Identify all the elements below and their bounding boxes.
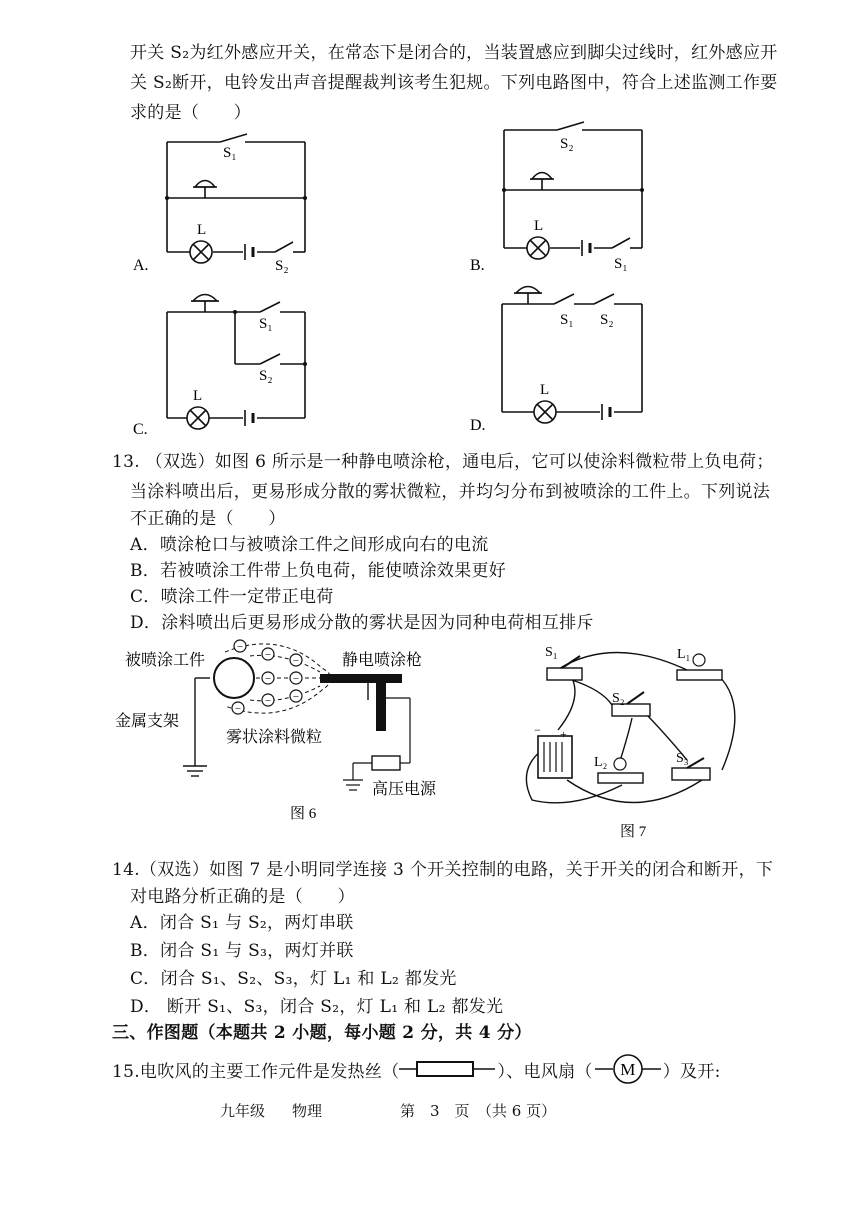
- q14-line-2: 对电路分析正确的是（ ）: [130, 887, 355, 907]
- intro-line-2: 关 S₂断开，电铃发出声音提醒裁判该考生犯规。下列电路图中，符合上述监测工作要: [130, 73, 778, 93]
- q13-line-2: 当涂料喷出后，更易形成分散的雾状微粒，并均匀分布到被喷涂的工件上。下列说法: [130, 482, 771, 502]
- particle-charge: −: [236, 641, 244, 653]
- label-s1: S₁: [545, 645, 558, 660]
- circuit-diagram-a: [125, 130, 325, 280]
- label-workpiece: 被喷涂工件: [125, 652, 206, 669]
- q13-line-3: 不正确的是（ ）: [130, 509, 286, 529]
- q15-line: [112, 1054, 721, 1084]
- figure-6-caption: 图 6: [290, 806, 317, 822]
- label-bracket: 金属支架: [115, 713, 180, 730]
- switch-label-b-bottom: S₁: [614, 256, 628, 272]
- q13-option-b: B．若被喷涂工件带上负电荷，能使喷涂效果更好: [130, 561, 507, 581]
- switch-label-b-top: S₂: [560, 136, 574, 152]
- figure-7-caption: 图 7: [620, 824, 647, 840]
- figure-6-spray-gun: [110, 638, 470, 828]
- label-s3: S₃: [676, 751, 689, 766]
- switch-label-c-2: S₂: [259, 368, 273, 384]
- motor-symbol-icon: [593, 1054, 663, 1084]
- particle-charge: −: [234, 703, 242, 715]
- q15-part-3: ）及开:: [662, 1061, 721, 1082]
- footer-subject: 物理: [292, 1102, 323, 1120]
- particle-charge: −: [264, 673, 272, 685]
- section-3-heading: 三、作图题（本题共 2 小题，每小题 2 分，共 4 分）: [112, 1023, 532, 1043]
- q14-option-b: B．闭合 S₁ 与 S₃，两灯并联: [130, 941, 354, 961]
- q15-part-2: ）、电风扇（: [497, 1061, 593, 1082]
- battery-minus: −: [534, 723, 541, 737]
- particle-charge: −: [292, 691, 300, 703]
- switch-label-d-2: S₂: [600, 312, 614, 328]
- figure-7-switch-circuit: [512, 640, 752, 845]
- q13-option-c: C．喷涂工件一定带正电荷: [130, 587, 334, 607]
- particle-charge: −: [292, 673, 300, 685]
- switch-label-d-1: S₁: [560, 312, 574, 328]
- label-power: 高压电源: [372, 781, 437, 798]
- lamp-label-c: L: [193, 388, 203, 404]
- lamp-label-d: L: [540, 382, 550, 398]
- q13-line-1: 13. （双选）如图 6 所示是一种静电喷涂枪，通电后，它可以使涂料微粒带上负电荷；: [112, 452, 774, 472]
- option-letter-b: B.: [470, 257, 485, 274]
- q14-line-1: 14.（双选）如图 7 是小明同学连接 3 个开关控制的电路，关于开关的闭合和断开，下: [112, 860, 774, 880]
- lamp-label-a: L: [197, 222, 207, 238]
- q14-option-c: C．闭合 S₁、S₂、S₃，灯 L₁ 和 L₂ 都发光: [130, 969, 457, 989]
- circuit-diagram-b: [462, 118, 662, 278]
- footer-page: 第 3 页 （共 6 页）: [400, 1102, 557, 1120]
- motor-label: M: [620, 1060, 636, 1079]
- q13-option-d: D．涂料喷出后更易形成分散的雾状是因为同种电荷相互排斥: [130, 613, 594, 633]
- intro-line-1: 开关 S₂为红外感应开关，在常态下是闭合的，当装置感应到脚尖过线时，红外感应开: [130, 43, 778, 63]
- footer-grade: 九年级: [220, 1102, 266, 1120]
- circuit-diagram-c: [125, 288, 325, 438]
- switch-label-a-bottom: S₂: [275, 258, 289, 274]
- particle-charge: −: [264, 695, 272, 707]
- label-s2: S₂: [612, 691, 625, 706]
- option-letter-c: C.: [133, 421, 148, 438]
- circuit-diagram-d: [462, 280, 662, 435]
- option-letter-d: D.: [470, 417, 486, 434]
- label-gun: 静电喷涂枪: [342, 652, 423, 669]
- q14-option-a: A．闭合 S₁ 与 S₂，两灯串联: [130, 913, 354, 933]
- label-particles: 雾状涂料微粒: [226, 729, 323, 746]
- option-letter-a: A.: [133, 257, 149, 274]
- q15-part-1: 15.电吹风的主要工作元件是发热丝（: [112, 1061, 400, 1082]
- label-l2: L₂: [594, 755, 608, 770]
- particle-charge: −: [264, 649, 272, 661]
- lamp-label-b: L: [534, 218, 544, 234]
- label-l1: L₁: [677, 647, 691, 662]
- switch-label-c-1: S₁: [259, 316, 273, 332]
- battery-plus: +: [560, 727, 567, 741]
- particle-charge: −: [292, 655, 300, 667]
- resistor-symbol-icon: [399, 1057, 497, 1081]
- switch-label-a-top: S₁: [223, 145, 237, 161]
- q14-option-d: D． 断开 S₁、S₃，闭合 S₂，灯 L₁ 和 L₂ 都发光: [130, 997, 504, 1017]
- intro-line-3: 求的是（ ）: [130, 103, 252, 123]
- q13-option-a: A．喷涂枪口与被喷涂工件之间形成向右的电流: [130, 535, 489, 555]
